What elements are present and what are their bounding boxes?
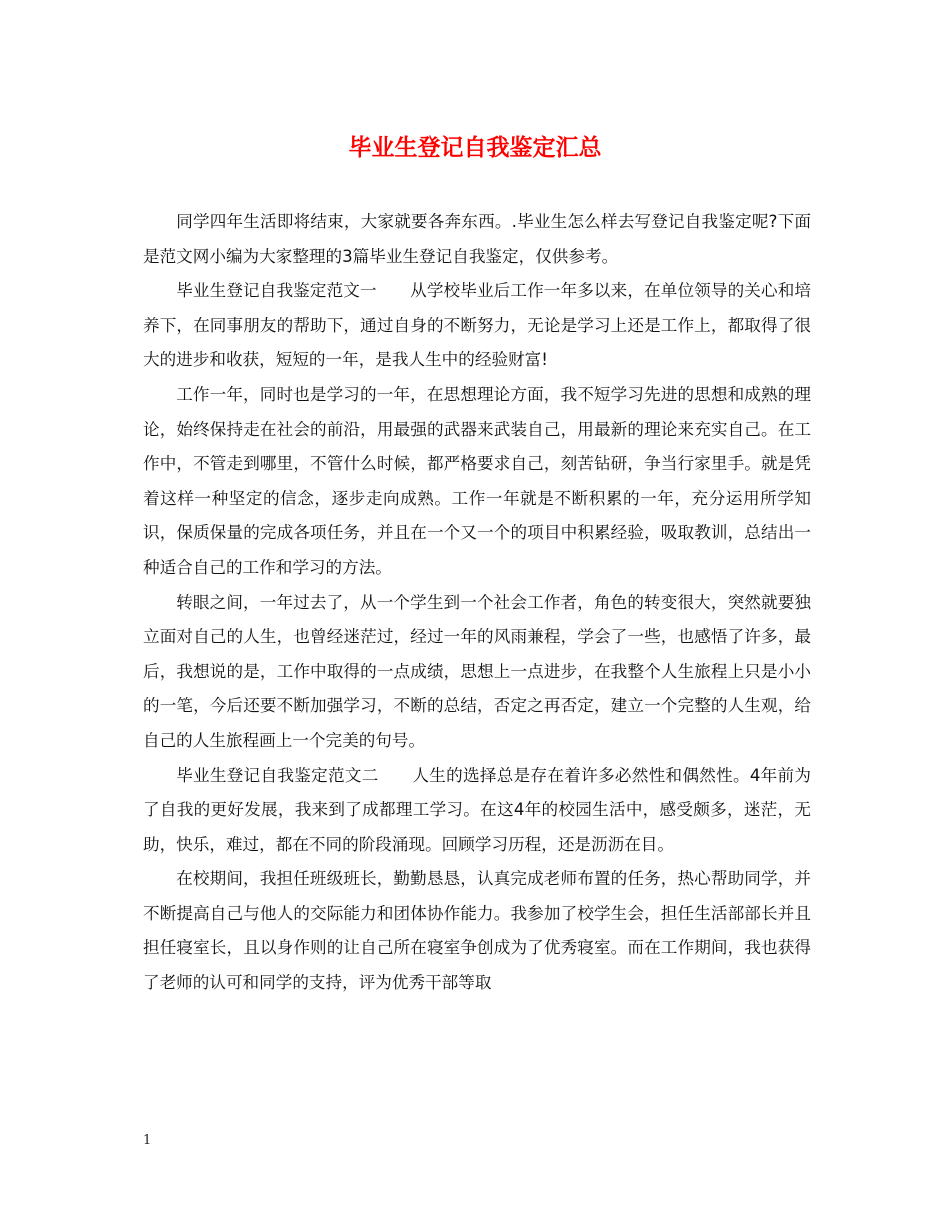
page-number: 1 xyxy=(143,1133,152,1148)
document-body xyxy=(143,205,811,1001)
paragraph-reflection: 转眼之间，一年过去了，从一个学生到一个社会工作者，角色的转变很大，突然就要独立面对自己的人生，也曾经迷茫过，经过一年的风雨兼程，学会了一些，也感悟了许多，最后，我想说的是，工作中取得的一点成绩，思想上一点进步，在我整个人生旅程上只是小小的一笔，今后还要不断加强学习，不断的总结，否定之再否定，建立一个完整的人生观，给自己的人生旅程画上一个完美的句号。 xyxy=(143,592,811,750)
paragraph-school-period: 在校期间，我担任班级班长，勤勤恳恳，认真完成老师布置的任务，热心帮助同学，并不断提高自己与他人的交际能力和团体协作能力。我参加了校学生会，担任生活部部长并且担任寝室长，且以身作则的让自己所在寝室争创成为了优秀寝室。而在工作期间，我也获得了老师的认可和同学的支持，评为优秀干部等取 xyxy=(143,869,811,993)
paragraph-sample-two: 毕业生登记自我鉴定范文二 人生的选择总是存在着许多必然性和偶然性。4年前为了自我的更好发展，我来到了成都理工学习。在这4年的校园生活中，感受颇多，迷茫，无助，快乐，难过，都在不同的阶段涌现。回顾学习历程，还是沥沥在目。 xyxy=(143,765,811,854)
paragraph-intro: 同学四年生活即将结束，大家就要各奔东西。.毕业生怎么样去写登记自我鉴定呢?下面是范文网小编为大家整理的3篇毕业生登记自我鉴定，仅供参考。 xyxy=(143,212,811,266)
paragraph-sample-one: 毕业生登记自我鉴定范文一 从学校毕业后工作一年多以来，在单位领导的关心和培养下，在同事朋友的帮助下，通过自身的不断努力，无论是学习上还是工作上，都取得了很大的进步和收获，短短的一年，是我人生中的经验财富! xyxy=(143,281,811,370)
document-title: 毕业生登记自我鉴定汇总 xyxy=(348,135,602,161)
paragraph-work-year: 工作一年，同时也是学习的一年，在思想理论方面，我不短学习先进的思想和成熟的理论，始终保持走在社会的前沿，用最强的武器来武装自己，用最新的理论来充实自己。在工作中，不管走到哪里，不管什么时候，都严格要求自己，刻苦钻研，争当行家里手。就是凭着这样一种坚定的信念，逐步走向成熟。工作一年就是不断积累的一年，充分运用所学知识，保质保量的完成各项任务，并且在一个又一个的项目中积累经验，吸取教训，总结出一种适合自己的工作和学习的方法。 xyxy=(143,384,811,577)
